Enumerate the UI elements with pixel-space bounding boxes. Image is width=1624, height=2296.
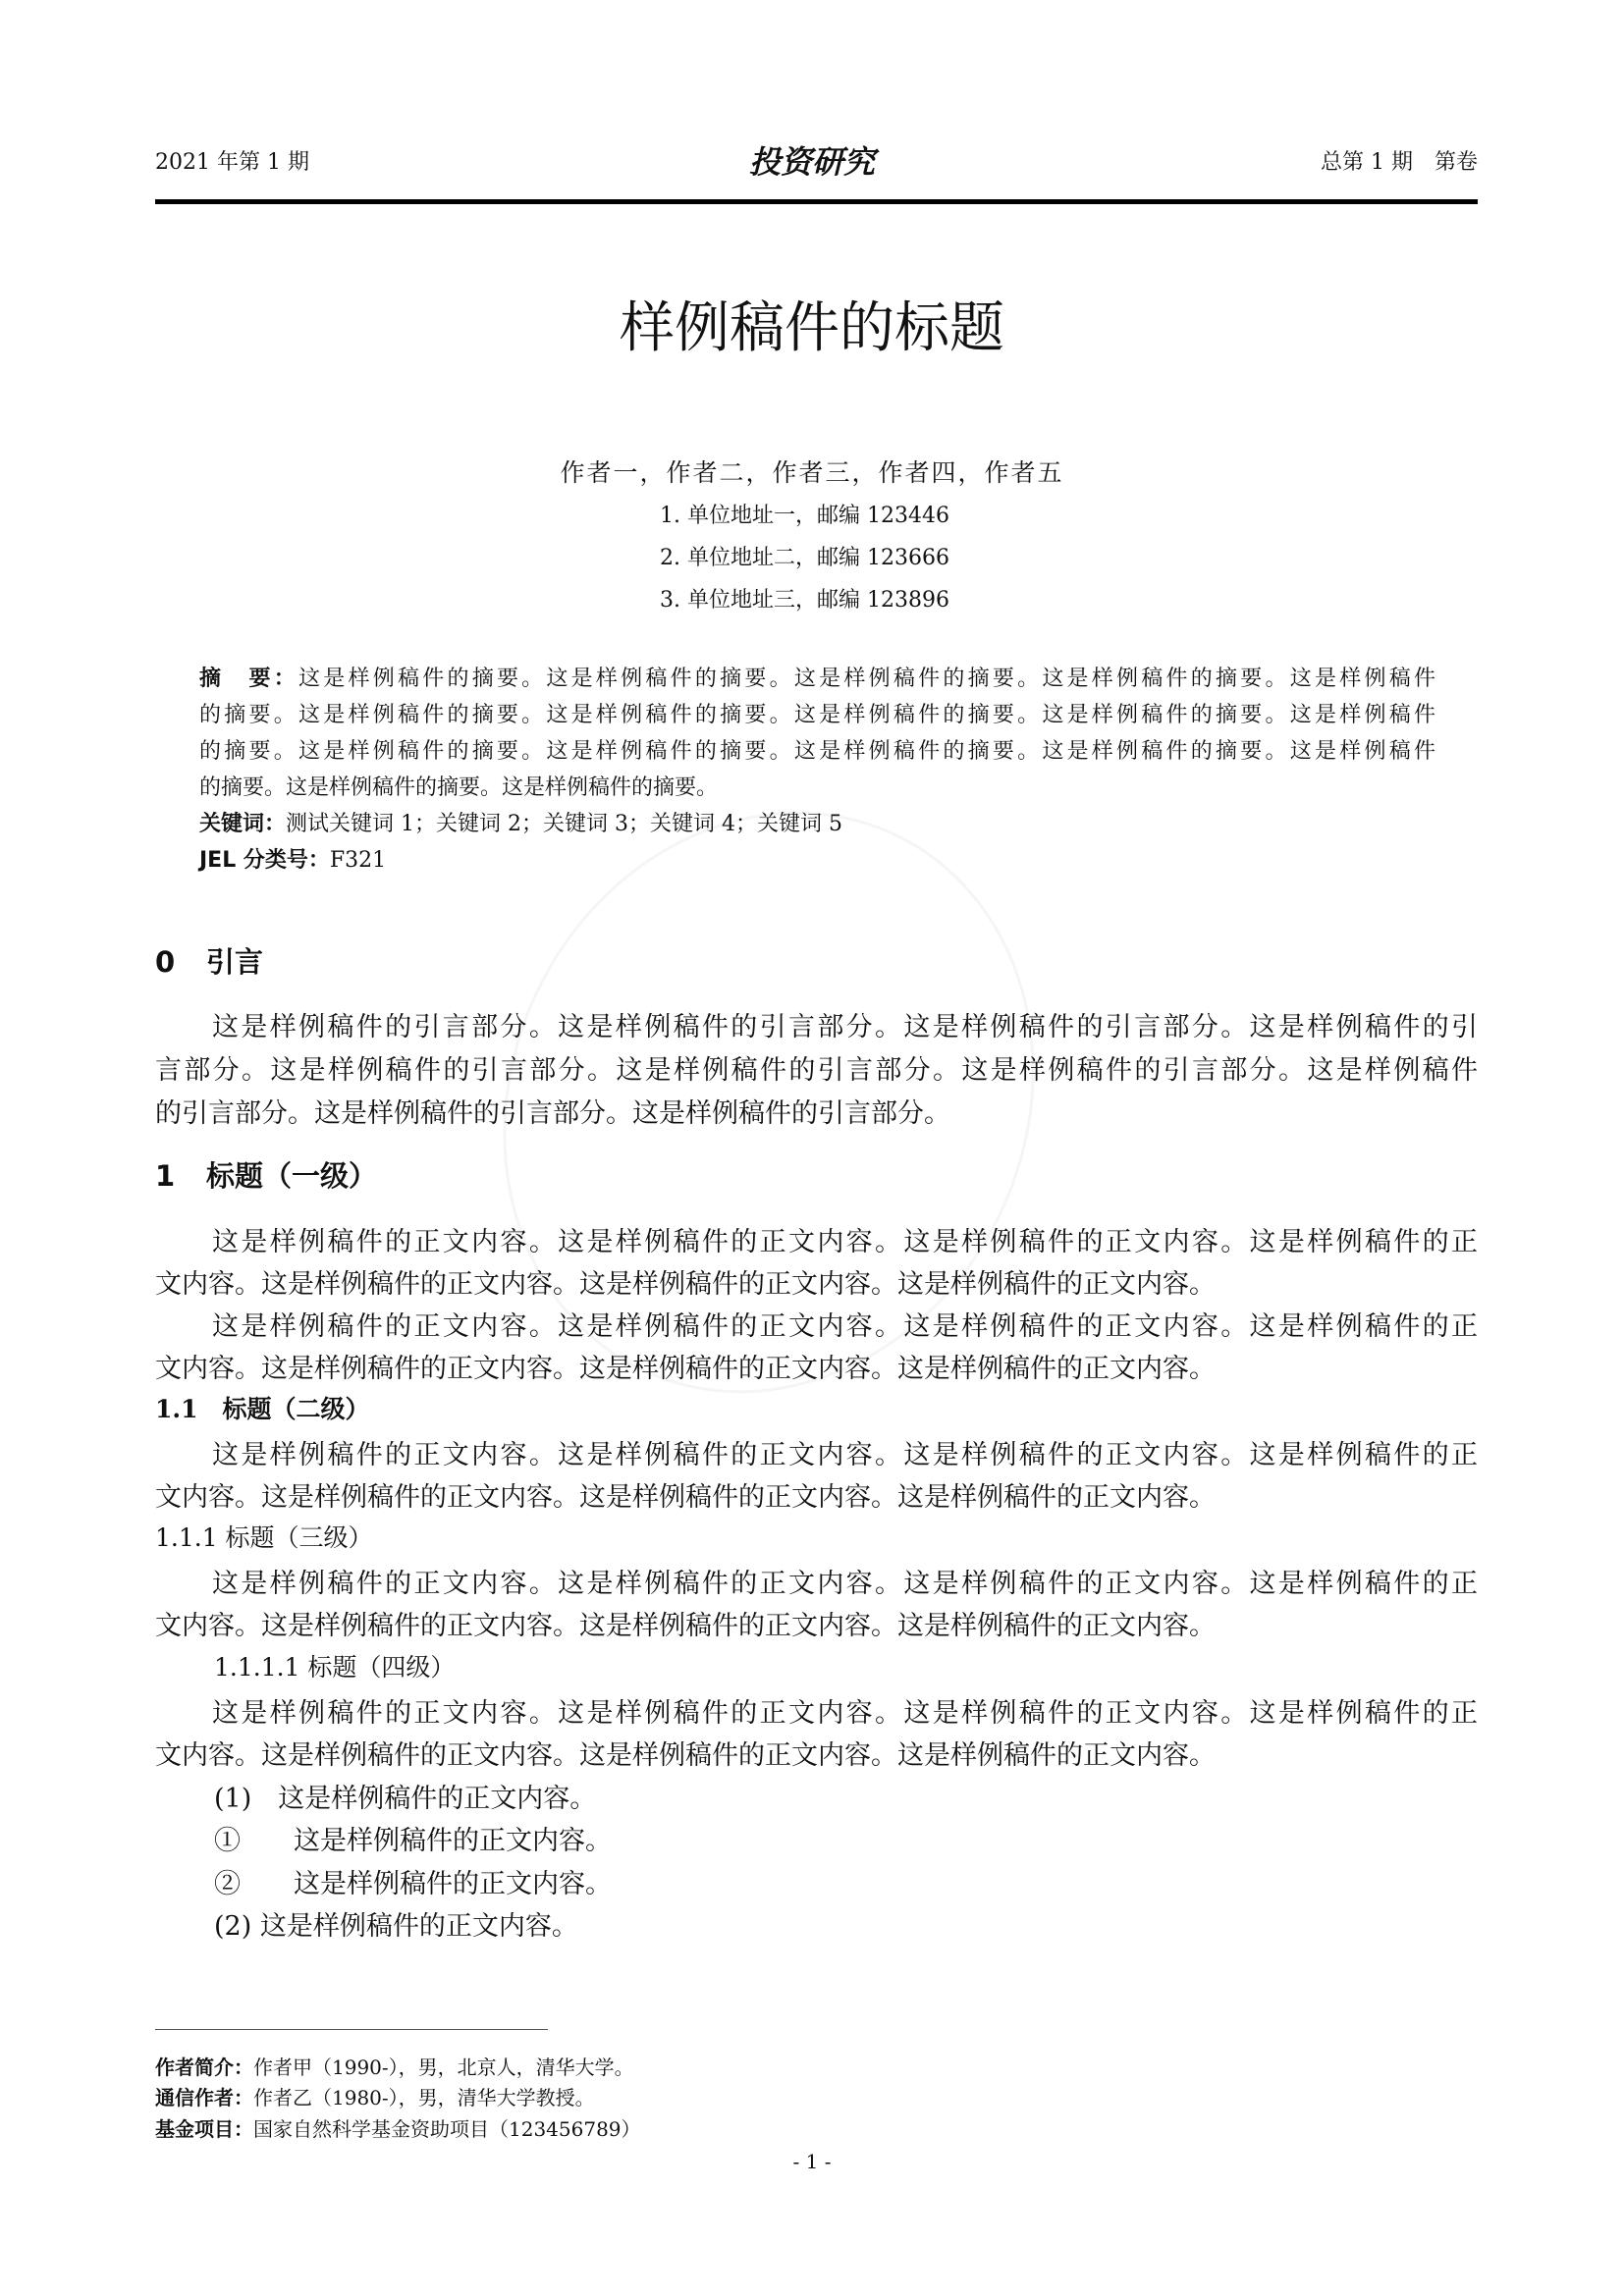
- section-heading-1-1-1-1: 1.1.1.1 标题（四级）: [214, 1653, 456, 1682]
- list-item: ② 这是样例稿件的正文内容。: [214, 1869, 612, 1899]
- section-heading-1-1-1: 1.1.1 标题（三级）: [155, 1523, 373, 1552]
- jel-code: JEL 分类号：F321: [199, 848, 387, 873]
- footnote-funding: 基金项目：国家自然科学基金资助项目（123456789）: [155, 2117, 641, 2141]
- list-item: (2) 这是样例稿件的正文内容。: [214, 1911, 578, 1942]
- abstract-line: 这是样例稿件的摘要。这是样例稿件的摘要。这是样例稿件的摘要。这是样例稿件的摘要。这是样例稿件: [298, 667, 1435, 691]
- footnote-corresponding-author: 通信作者：作者乙（1980-），男，清华大学教授。: [155, 2086, 595, 2109]
- abstract-line: 的摘要。这是样例稿件的摘要。这是样例稿件的摘要。这是样例稿件的摘要。这是样例稿件的摘要。这是样例稿件: [199, 739, 1435, 764]
- affiliation: 1. 单位地址一，邮编 123446: [660, 504, 949, 528]
- page-number: - 1 -: [792, 2150, 832, 2173]
- footnote-rule: [155, 2029, 548, 2030]
- list-item: (1) 这是样例稿件的正文内容。: [214, 1784, 597, 1814]
- abstract-line: 的摘要。这是样例稿件的摘要。这是样例稿件的摘要。: [199, 775, 719, 800]
- section-heading-0: 0 引言: [155, 945, 264, 979]
- abstract-label: 摘 要：: [199, 667, 298, 691]
- journal-name: 投资研究: [748, 143, 875, 181]
- footnote-author-bio: 作者简介：作者甲（1990-），男，北京人，清华大学。: [155, 2056, 634, 2079]
- affiliation: 3. 单位地址三，邮编 123896: [660, 588, 949, 613]
- abstract: [199, 662, 1435, 873]
- authors: 作者一，作者二，作者三，作者四，作者五: [560, 458, 1064, 487]
- list-item: ① 这是样例稿件的正文内容。: [214, 1826, 612, 1856]
- keywords: 关键词：测试关键词 1；关键词 2；关键词 3；关键词 4；关键词 5: [199, 812, 842, 836]
- section-heading-1-1: 1.1 标题（二级）: [155, 1395, 370, 1423]
- volume-label: 总第 1 期 第卷: [1321, 150, 1478, 175]
- section-heading-1: 1 标题（一级）: [155, 1159, 378, 1193]
- issue-label: 2021 年第 1 期: [155, 150, 309, 175]
- affiliation: 2. 单位地址二，邮编 123666: [660, 546, 949, 570]
- paper-title: 样例稿件的标题: [620, 296, 1004, 360]
- abstract-line: 的摘要。这是样例稿件的摘要。这是样例稿件的摘要。这是样例稿件的摘要。这是样例稿件的摘要。这是样例稿件: [199, 703, 1435, 727]
- header-rule: [155, 199, 1478, 204]
